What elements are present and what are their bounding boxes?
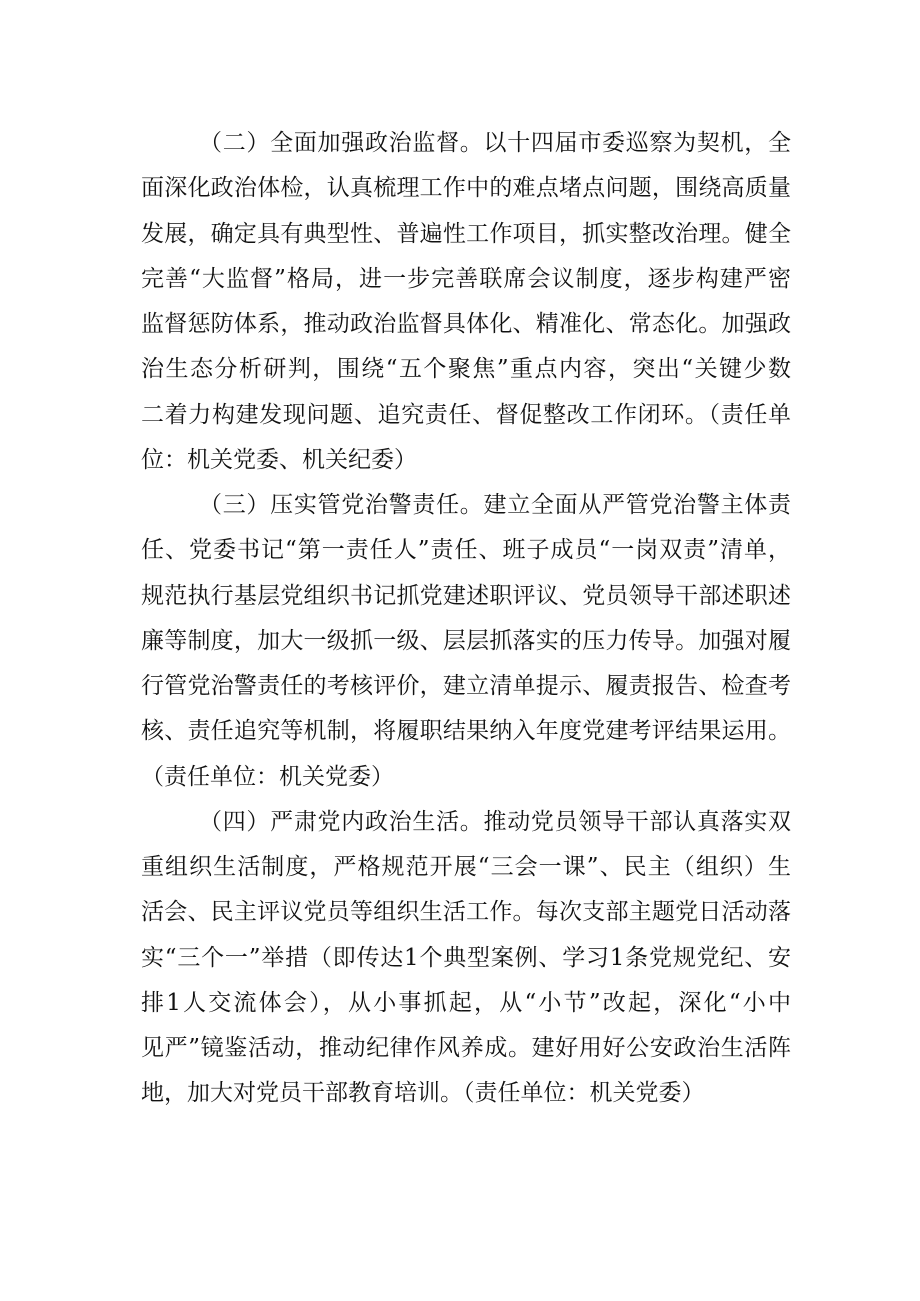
paragraph-3-line-3: 规范执行基层党组织书记抓党建述职评议、党员领导干部述职述 xyxy=(141,582,791,609)
paragraph-2-line-4: 完善“大监督”格局，进一步完善联席会议制度，逐步构建严密 xyxy=(141,265,791,292)
paragraph-2-line-2: 面深化政治体检，认真梳理工作中的难点堵点问题，围绕高质量 xyxy=(141,175,791,202)
paragraph-3-line-7: （责任单位：机关党委） xyxy=(141,763,394,790)
document-body xyxy=(141,121,791,1117)
paragraph-2-line-1: （二）全面加强政治监督。以十四届市委巡察为契机，全 xyxy=(199,130,791,156)
paragraph-3-line-4: 廉等制度，加大一级抓一级、层层抓落实的压力传导。加强对履 xyxy=(141,627,791,654)
paragraph-4-line-1: （四）严肃党内政治生活。推动党员领导干部认真落实双 xyxy=(199,808,791,835)
paragraph-3-line-5: 行管党治警责任的考核评价，建立清单提示、履责报告、检查考 xyxy=(141,673,791,699)
paragraph-4-line-7: 地，加大对党员干部教育培训。（责任单位：机关党委） xyxy=(141,1080,705,1107)
paragraph-4-line-3: 活会、民主评议党员等组织生活工作。每次支部主题党日活动落 xyxy=(141,899,791,926)
paragraph-4-line-4: 实“三个一”举措（即传达1个典型案例、学习1条党规党纪、安 xyxy=(141,944,791,971)
paragraph-3-line-1: （三）压实管党治警责任。建立全面从严管党治警主体责 xyxy=(199,492,791,518)
paragraph-3-line-2: 任、党委书记“第一责任人”责任、班子成员“一岗双责”清单， xyxy=(141,537,791,564)
paragraph-4-line-6: 见严”镜鉴活动，推动纪律作风养成。建好用好公安政治生活阵 xyxy=(141,1035,791,1061)
paragraph-3-line-6: 核、责任追究等机制，将履职结果纳入年度党建考评结果运用。 xyxy=(141,718,791,745)
paragraph-2-line-6: 治生态分析研判，围绕“五个聚焦”重点内容，突出“关键少数 xyxy=(141,356,791,383)
paragraph-2-line-5: 监督惩防体系，推动政治监督具体化、精准化、常态化。加强政 xyxy=(141,311,791,337)
paragraph-4-line-2: 重组织生活制度，严格规范开展“三会一课”、民主（组织）生 xyxy=(141,854,791,880)
paragraph-4-line-5: 排1人交流体会），从小事抓起，从“小节”改起，深化“小中 xyxy=(141,989,791,1016)
paragraph-2-line-8: 位：机关党委、机关纪委） xyxy=(141,446,417,473)
paragraph-2-line-7: 二着力构建发现问题、追究责任、督促整改工作闭环。（责任单 xyxy=(141,401,791,428)
paragraph-2-line-3: 发展，确定具有典型性、普遍性工作项目，抓实整改治理。健全 xyxy=(141,220,791,247)
